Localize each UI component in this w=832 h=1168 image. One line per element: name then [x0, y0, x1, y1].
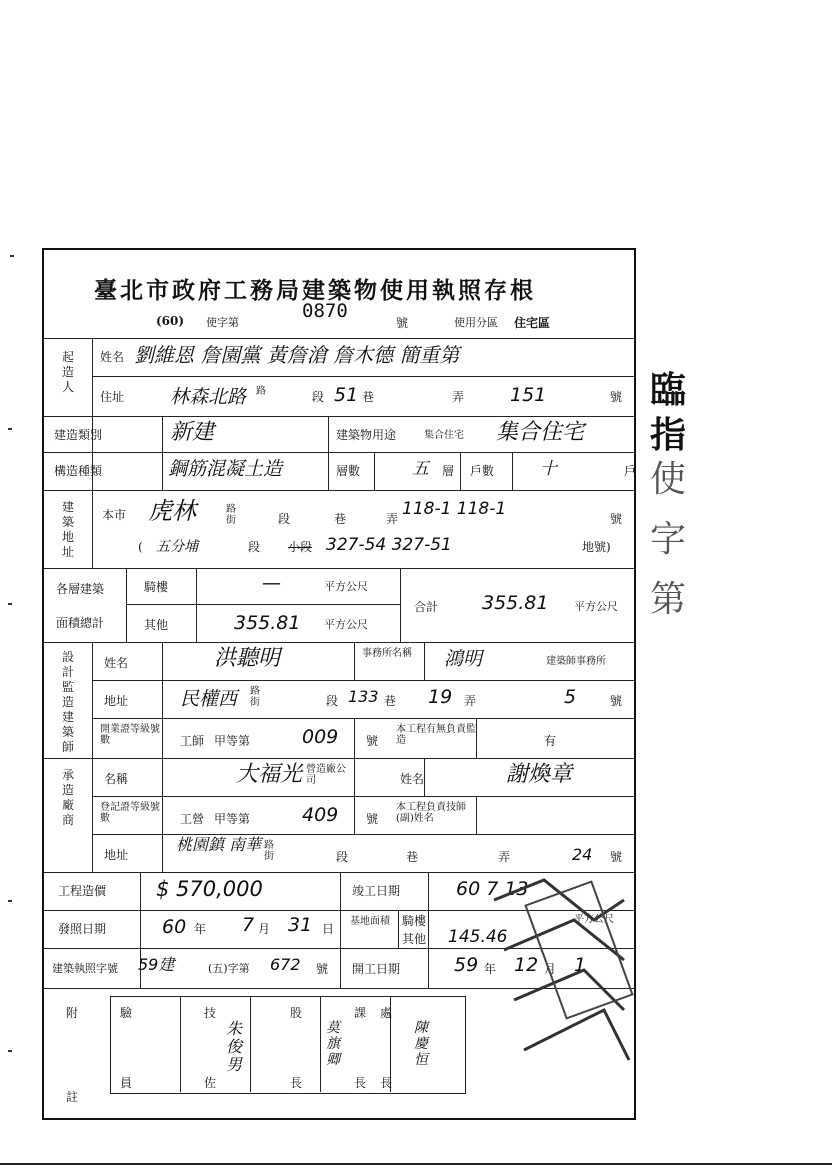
base-sub-bottom: 其他 [402, 932, 427, 946]
rule [340, 872, 341, 988]
total-area-value: 355.81 [482, 592, 549, 614]
contractor-address-label: 地址 [104, 848, 129, 862]
tech-signature: 朱俊男 [226, 1019, 243, 1074]
site-land-prefix: ( [138, 540, 143, 554]
contractor-tech-label: 本工程負責技師(副)姓名 [396, 802, 466, 824]
start-year: 59 [454, 954, 479, 976]
sidebar-char: 第 [650, 579, 687, 620]
base-area-value: 145.46 [448, 927, 508, 947]
architect-number-unit: 號 [610, 694, 623, 708]
scan-mark [10, 255, 14, 257]
architect-office-suffix: 建築師事務所 [546, 656, 606, 667]
architect-license-prefix: 工師 [180, 734, 205, 748]
sign-col-label: 驗 [120, 1006, 133, 1020]
contractor-number-value: 24 [572, 845, 593, 864]
permit-number-mid: (五)字第 [208, 962, 250, 975]
architect-alley-value: 19 [428, 686, 453, 708]
architect-license-label: 開業證等級號數 [100, 724, 160, 746]
issue-day: 31 [288, 914, 313, 936]
remarks-label-bottom: 註 [66, 1090, 79, 1104]
rule [476, 718, 477, 758]
applicant-number-value: 151 [510, 384, 547, 406]
rule [328, 452, 329, 490]
stamp-number: 0870 [302, 300, 348, 322]
applicant-number-unit: 號 [610, 390, 623, 404]
contractor-reg-label: 登記證等級號數 [100, 802, 160, 824]
site-number-unit: 號 [610, 512, 623, 526]
other-area-unit: 平方公尺 [324, 618, 368, 631]
architect-supervise-value: 有 [544, 734, 557, 748]
rule [424, 758, 425, 796]
architect-section-unit: 段 [326, 694, 339, 708]
rule [44, 642, 634, 643]
sign-col-bottom: 佐 [204, 1076, 217, 1090]
rule [44, 338, 634, 339]
total-area-label: 合計 [414, 600, 439, 614]
units-unit: 戶 [624, 464, 637, 478]
contractor-number-unit: 號 [610, 850, 623, 864]
rule [126, 568, 127, 642]
scan-mark [8, 1050, 12, 1052]
issue-month: 7 [242, 914, 255, 936]
issue-label: 發照日期 [58, 922, 107, 936]
contractor-reg-prefix: 工營 [180, 812, 205, 826]
applicant-address-value: 林森北路 [170, 386, 247, 408]
site-section-label: 建築地址 [61, 500, 74, 559]
issue-month-unit: 月 [258, 922, 271, 936]
sign-col-label: 技 [204, 1006, 217, 1020]
rule [92, 680, 634, 681]
applicant-section-label: 起造人 [61, 350, 74, 394]
rule [354, 796, 355, 834]
rule [328, 416, 329, 452]
permit-number-label: 建築執照字號 [52, 962, 118, 975]
architect-address-label: 地址 [104, 694, 129, 708]
sign-col-label: 課 [354, 1006, 367, 1020]
architect-alley-unit: 弄 [464, 694, 477, 708]
rule [162, 416, 163, 490]
sign-col-bottom: 長 [290, 1076, 303, 1090]
remarks-label-top: 附 [66, 1006, 79, 1020]
permit-form [42, 248, 636, 1120]
applicant-name-label: 姓名 [100, 350, 125, 364]
permit-year: (60) [156, 314, 185, 328]
site-land-suffix: 地號) [582, 540, 611, 554]
rule [354, 642, 355, 680]
issue-year: 60 [162, 916, 187, 938]
floors-label: 層數 [336, 464, 361, 478]
applicant-section-unit: 段 [312, 390, 325, 404]
permit-number-suffix: 號 [316, 962, 329, 976]
applicant-alley-unit: 弄 [452, 390, 465, 404]
rule [320, 996, 321, 1092]
site-land-subsection: 小段 [288, 540, 313, 554]
arcade-value: — [262, 572, 281, 594]
rule [250, 996, 251, 1092]
structure-value: 鋼筋混凝土造 [168, 458, 283, 480]
sidebar-char: 指 [650, 414, 687, 456]
permit-prefix: 使字第 [206, 316, 239, 329]
rule [354, 758, 355, 796]
site-land-section-value: 五分埔 [156, 539, 198, 555]
arcade-unit: 平方公尺 [324, 580, 368, 593]
sign-col-label: 處 [380, 1006, 393, 1020]
site-road-unit: 路街 [226, 504, 236, 526]
contractor-name-value: 大福光 [236, 762, 303, 787]
rule [92, 718, 634, 719]
contractor-name-label: 名稱 [104, 772, 129, 786]
start-month-unit: 月 [544, 962, 557, 976]
rule [374, 452, 375, 490]
rule [92, 796, 634, 797]
stamp-scribble [484, 860, 634, 1110]
category-value: 新建 [170, 420, 215, 445]
area-label-top: 各層建築 [56, 582, 105, 596]
base-area-label: 基地面積 [350, 916, 390, 927]
contractor-name-suffix: 營造廠公司 [306, 764, 346, 786]
architect-license-value: 009 [302, 726, 339, 748]
other-area-label: 其他 [144, 618, 169, 632]
issue-year-unit: 年 [194, 922, 207, 936]
total-area-unit: 平方公尺 [574, 600, 618, 613]
chief-signature: 莫旗卿 [326, 1020, 340, 1068]
sign-col-bottom: 長 [380, 1076, 393, 1090]
start-day: 1 [574, 954, 587, 976]
start-month: 12 [514, 954, 539, 976]
architect-section-label: 設計監造建築師 [61, 650, 74, 754]
cost-value: $ 570,000 [156, 877, 263, 901]
base-sub-top: 騎樓 [402, 914, 427, 928]
sidebar-char: 使 [650, 459, 687, 500]
contractor-section-unit: 段 [336, 850, 349, 864]
scan-mark [8, 900, 12, 902]
form-title: 臺北市政府工務局建築物使用執照存根 [94, 277, 536, 304]
rule [92, 642, 93, 872]
contractor-lane-unit: 巷 [406, 850, 419, 864]
base-area-unit: 平方公尺 [574, 914, 614, 925]
rule [424, 642, 425, 680]
arcade-label: 騎樓 [144, 580, 169, 594]
rule [162, 642, 163, 872]
rule [44, 568, 634, 569]
category-label: 建造類別 [54, 428, 103, 442]
contractor-address-value: 桃園鎮 南華 [176, 835, 262, 854]
area-label-bottom: 面積總計 [56, 616, 105, 630]
rule [44, 758, 634, 759]
architect-lane-value: 133 [348, 687, 379, 706]
permit-number-num: 672 [270, 955, 301, 974]
contractor-alley-unit: 弄 [498, 850, 511, 864]
contractor-person-value: 謝煥章 [506, 762, 573, 787]
architect-address-value: 民權西 [180, 688, 238, 710]
sidebar-char: 臨 [650, 369, 687, 411]
contractor-person-label: 姓名 [400, 772, 425, 786]
rule [44, 416, 634, 417]
rule [44, 490, 634, 491]
architect-number-value: 5 [564, 686, 577, 708]
rule [400, 568, 401, 642]
contractor-reg-value: 409 [302, 804, 339, 826]
site-city: 本市 [102, 508, 127, 522]
structure-label: 構造種類 [54, 464, 103, 478]
rule [92, 834, 634, 835]
start-label: 開工日期 [352, 962, 401, 976]
rule [398, 910, 399, 948]
issue-day-unit: 日 [322, 922, 335, 936]
use-sub: 集合住宅 [424, 430, 464, 441]
site-alley-unit: 弄 [386, 512, 399, 526]
site-section-unit: 段 [278, 512, 291, 526]
zone-label: 使用分區 [454, 316, 498, 329]
contractor-reg-suffix: 號 [366, 812, 379, 826]
contractor-road-unit: 路街 [264, 840, 274, 862]
start-year-unit: 年 [484, 962, 497, 976]
architect-road-unit: 路街 [250, 686, 260, 708]
contractor-reg-grade: 甲等第 [214, 812, 251, 826]
rule [126, 604, 400, 605]
architect-office-label: 事務所名稱 [362, 648, 412, 659]
completion-value: 60 7 13 [456, 878, 529, 900]
use-value: 集合住宅 [496, 420, 585, 445]
other-area-value: 355.81 [234, 612, 301, 634]
rule [92, 376, 634, 377]
site-road-value: 虎林 [148, 497, 196, 525]
rule [44, 452, 634, 453]
rule [92, 490, 93, 568]
rule [354, 718, 355, 758]
permit-number-value: 59建 [138, 955, 175, 974]
rule [460, 452, 461, 490]
architect-license-grade: 甲等第 [214, 734, 251, 748]
signature-box [110, 996, 466, 1094]
applicant-name-value: 劉維恩 詹園黨 黃詹滄 詹木德 簡重第 [134, 343, 460, 367]
architect-office-value: 鴻明 [444, 648, 483, 670]
architect-license-suffix: 號 [366, 734, 379, 748]
sidebar-char: 字 [650, 519, 687, 560]
units-value: 十 [540, 459, 557, 479]
applicant-road-unit: 路 [256, 386, 266, 397]
rule [512, 452, 513, 490]
architect-supervise-label: 本工程有無負責監造 [396, 724, 476, 746]
rule [428, 872, 429, 988]
applicant-lane-value: 51 [334, 384, 359, 406]
sign-col-bottom: 長 [354, 1076, 367, 1090]
rule [476, 796, 477, 834]
sign-col-bottom: 員 [120, 1076, 133, 1090]
contractor-section-label: 承造廠商 [61, 768, 74, 827]
architect-lane-unit: 巷 [384, 694, 397, 708]
floors-value: 五 [412, 459, 429, 479]
site-lane-unit: 巷 [334, 512, 347, 526]
site-land-number-value: 327-54 327-51 [326, 535, 452, 555]
site-number-value: 118-1 118-1 [402, 499, 507, 519]
floors-unit: 層 [442, 464, 455, 478]
completion-label: 竣工日期 [352, 884, 401, 898]
use-label: 建築物用途 [336, 428, 397, 442]
architect-name-value: 洪聽明 [214, 646, 281, 671]
applicant-address-label: 住址 [100, 390, 125, 404]
applicant-lane-unit: 巷 [362, 390, 375, 404]
director-signature: 陳慶恒 [414, 1020, 428, 1068]
sign-col-label: 股 [290, 1006, 303, 1020]
scan-mark [8, 428, 12, 430]
bottom-edge [0, 1163, 832, 1165]
rule [196, 568, 197, 642]
architect-name-label: 姓名 [104, 656, 129, 670]
zone-value: 住宅區 [514, 316, 551, 330]
site-land-section-unit: 段 [248, 540, 261, 554]
rule [180, 996, 181, 1092]
permit-suffix: 號 [396, 316, 409, 330]
scan-mark [8, 603, 12, 605]
cost-label: 工程造價 [58, 884, 107, 898]
units-label: 戶數 [470, 464, 495, 478]
